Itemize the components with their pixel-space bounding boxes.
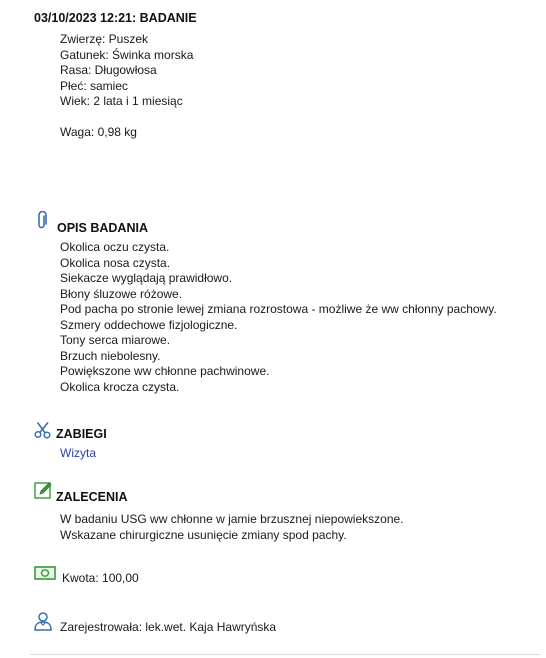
exam-line: Brzuch niebolesny. xyxy=(60,348,161,363)
exam-line: Szmery oddechowe fizjologiczne. xyxy=(60,317,238,332)
scissors-icon xyxy=(34,421,52,439)
exam-section-title: OPIS BADANIA xyxy=(57,221,148,235)
registered-by: Zarejestrowała: lek.wet. Kaja Hawryńska xyxy=(60,620,277,634)
animal-weight: Waga: 0,98 kg xyxy=(60,125,137,139)
pencil-icon xyxy=(34,481,53,500)
user-icon xyxy=(33,611,53,631)
exam-line: Tony serca miarowe. xyxy=(60,333,171,347)
animal-info xyxy=(60,32,193,110)
recommendations-text xyxy=(60,512,404,543)
recommendation-line: Wskazane chirurgiczne usunięcie zmiany spod pachy. xyxy=(60,527,347,542)
visit-header-title: 03/10/2023 12:21: BADANIE xyxy=(34,11,197,25)
banknote-icon xyxy=(34,566,56,580)
exam-line: Powiększone ww chłonne pachwinowe. xyxy=(60,364,270,378)
animal-breed: Rasa: Długowłosa xyxy=(60,63,157,77)
recommendation-line: W badaniu USG ww chłonne w jamie brzusznej niepowiekszone. xyxy=(60,512,404,526)
payment-amount: Kwota: 100,00 xyxy=(62,571,139,585)
footer-divider xyxy=(30,654,540,655)
exam-line: Okolica krocza czysta. xyxy=(60,379,180,394)
exam-line: Okolica oczu czysta. xyxy=(60,240,170,254)
paperclip-icon xyxy=(36,211,48,231)
animal-age: Wiek: 2 lata i 1 miesiąc xyxy=(60,94,183,108)
animal-species: Gatunek: Świnka morska xyxy=(60,47,194,62)
exam-description xyxy=(60,240,497,395)
animal-sex: Płeć: samiec xyxy=(60,78,129,93)
exam-line: Błony śluzowe różowe. xyxy=(60,286,183,301)
exam-line: Siekacze wyglądają prawidłowo. xyxy=(60,271,233,285)
recommendations-section-title: ZALECENIA xyxy=(56,490,128,504)
procedure-link-visit[interactable]: Wizyta xyxy=(60,446,96,460)
animal-name: Zwierzę: Puszek xyxy=(60,32,149,46)
procedures-section-title: ZABIEGI xyxy=(56,427,107,441)
exam-line: Pod pacha po stronie lewej zmiana rozrostowa - możliwe że ww chłonny pachowy. xyxy=(60,302,497,316)
exam-line: Okolica nosa czysta. xyxy=(60,255,171,270)
animal-weight-block xyxy=(60,125,137,141)
